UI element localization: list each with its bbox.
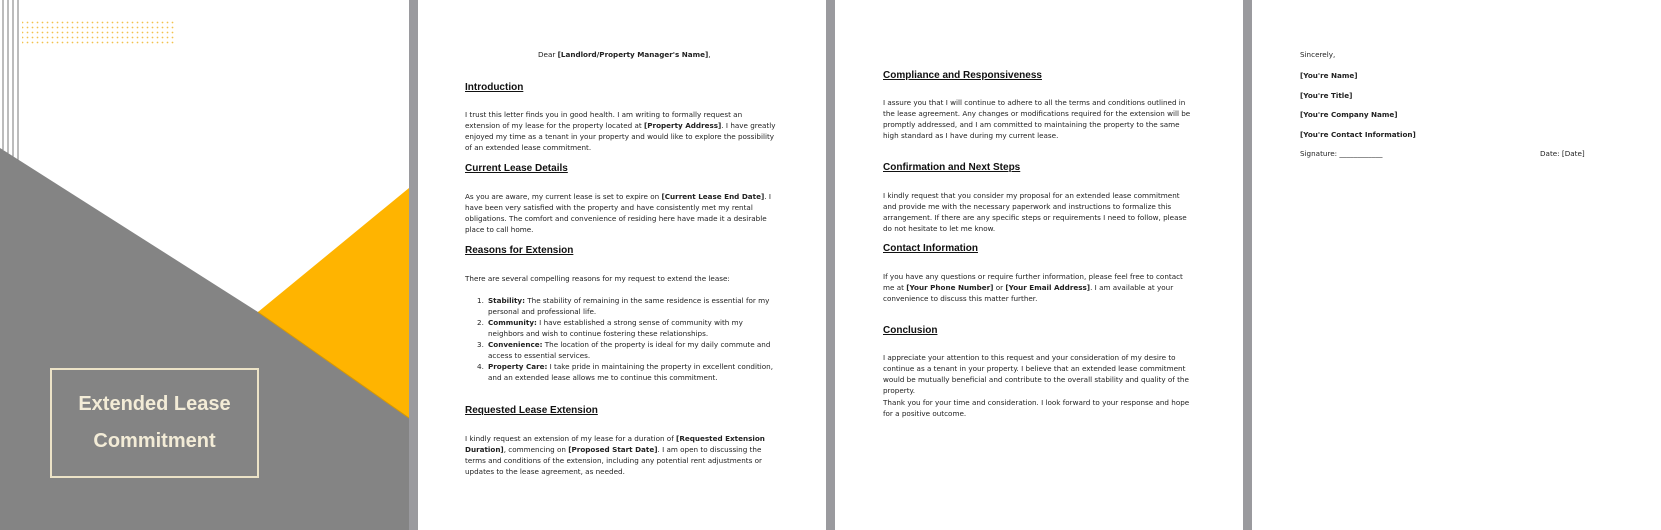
requested-text-part: , commencing on <box>503 445 569 454</box>
list-label: Property Care: <box>488 362 548 371</box>
phone-number: [Your Phone Number] <box>906 283 994 292</box>
heading-compliance: Compliance and Responsiveness <box>883 70 1042 81</box>
current-lease-text-part: As you are aware, my current lease is set to expire on <box>465 192 662 201</box>
contact-text-part: . I am available at your convenience to discuss this matter further. <box>883 283 1174 303</box>
closing: Sincerely, <box>1300 50 1336 59</box>
reasons-intro: There are several compelling reasons for my request to extend the lease: <box>465 274 730 283</box>
heading-requested-extension: Requested Lease Extension <box>465 405 598 416</box>
date-line: Date: [Date] <box>1540 149 1585 158</box>
heading-introduction: Introduction <box>465 82 524 93</box>
cover-title-box <box>50 368 259 478</box>
heading-contact: Contact Information <box>883 243 978 254</box>
contact-text <box>883 271 1195 304</box>
vertical-stripes <box>3 0 18 165</box>
email-address: [Your Email Address] <box>1005 283 1091 292</box>
list-item <box>465 361 777 383</box>
introduction-text <box>465 109 777 153</box>
list-number: 4. <box>477 362 484 371</box>
heading-confirmation: Confirmation and Next Steps <box>883 162 1021 173</box>
salutation-name: [Landlord/Property Manager's Name] <box>557 50 709 59</box>
cover-title-line1: Extended Lease <box>78 393 231 415</box>
cover-page <box>0 0 409 530</box>
confirmation-text: I kindly request that you consider my proposal for an extended lease commitment and provide me with the necessary paperwork and instructions to formalize this arrangement. If there are any specific steps or requirements I need to follow, please do not hesitate to let me know. <box>883 191 1187 233</box>
signer-company: [You're Company Name] <box>1300 110 1398 119</box>
salutation-suffix: , <box>708 50 711 59</box>
list-item <box>465 295 777 317</box>
requested-text-part: I kindly request an extension of my lease for a duration of <box>465 434 677 443</box>
list-label: Convenience: <box>488 340 543 349</box>
heading-current-lease: Current Lease Details <box>465 163 568 174</box>
requested-extension-text <box>465 433 777 477</box>
introduction-text-part: . I have greatly enjoyed my time as a tenant in your property and would like to explore the possibility of an extended lease commitment. <box>465 121 776 152</box>
list-label: Community: <box>488 318 537 327</box>
signer-name: [You're Name] <box>1300 71 1358 80</box>
list-item <box>465 339 777 361</box>
list-text: I have established a strong sense of community with my neighbors and wish to continue fostering these relationships. <box>488 318 743 338</box>
requested-extension-duration: [Requested Extension Duration] <box>465 434 765 454</box>
list-item <box>465 317 777 339</box>
compliance-text: I assure you that I will continue to adhere to all the terms and conditions outlined in the lease agreement. Any changes or modifications required for the extension will be promptly addressed, and I am committed to maintaining the property to the same high standard as I have during my current lease. <box>883 98 1191 140</box>
conclusion-text-1: I appreciate your attention to this request and your consideration of my desire to continue as a tenant in your property. I believe that an extended lease commitment would be mutually beneficial and contribute to the overall stability and quality of the property. <box>883 353 1189 395</box>
dot-pattern-top <box>22 20 176 45</box>
cover-title <box>78 386 230 460</box>
cover-title-line2: Commitment <box>93 430 216 452</box>
signer-title: [You're Title] <box>1300 91 1353 100</box>
list-text: I take pride in maintaining the property in excellent condition, and an extended lease allows me to continue this commitment. <box>488 362 773 382</box>
list-text: The location of the property is ideal for my daily commute and access to essential services. <box>488 340 771 360</box>
list-text: The stability of remaining in the same residence is essential for my personal and professional life. <box>488 296 770 316</box>
contact-text-part: or <box>993 283 1006 292</box>
list-number: 3. <box>477 340 484 349</box>
current-lease-text <box>465 191 777 235</box>
introduction-text-part: I trust this letter finds you in good health. I am writing to formally request an extension of my lease for the property located at <box>465 110 743 130</box>
requested-text-part: . I am open to discussing the terms and conditions of the extension, including any potential rent adjustments or updates to the lease agreement, as needed. <box>465 445 762 476</box>
current-lease-text-part: . I have been very satisfied with the property and have consistently met my rental obligations. The comfort and convenience of residing here have made it a desirable place to call home. <box>465 192 771 234</box>
heading-conclusion: Conclusion <box>883 325 938 336</box>
list-label: Stability: <box>488 296 525 305</box>
letter-page-3 <box>1252 0 1661 530</box>
proposed-start-date: [Proposed Start Date] <box>568 445 658 454</box>
letter-page-1 <box>418 0 826 530</box>
contact-text-part: If you have any questions or require further information, please feel free to contact me at <box>883 272 1183 292</box>
conclusion-text-2: Thank you for your time and consideration. I look forward to your response and hope for a positive outcome. <box>883 398 1190 418</box>
reasons-list <box>465 295 777 383</box>
heading-reasons: Reasons for Extension <box>465 245 574 256</box>
property-address: [Property Address] <box>644 121 722 130</box>
salutation-prefix: Dear <box>538 50 558 59</box>
list-number: 1. <box>477 296 484 305</box>
signature-line: Signature: ____________ <box>1300 149 1383 158</box>
salutation <box>538 49 738 60</box>
list-number: 2. <box>477 318 484 327</box>
signer-contact: [You're Contact Information] <box>1300 130 1416 139</box>
current-lease-end-date: [Current Lease End Date] <box>661 192 765 201</box>
letter-page-2 <box>835 0 1243 530</box>
